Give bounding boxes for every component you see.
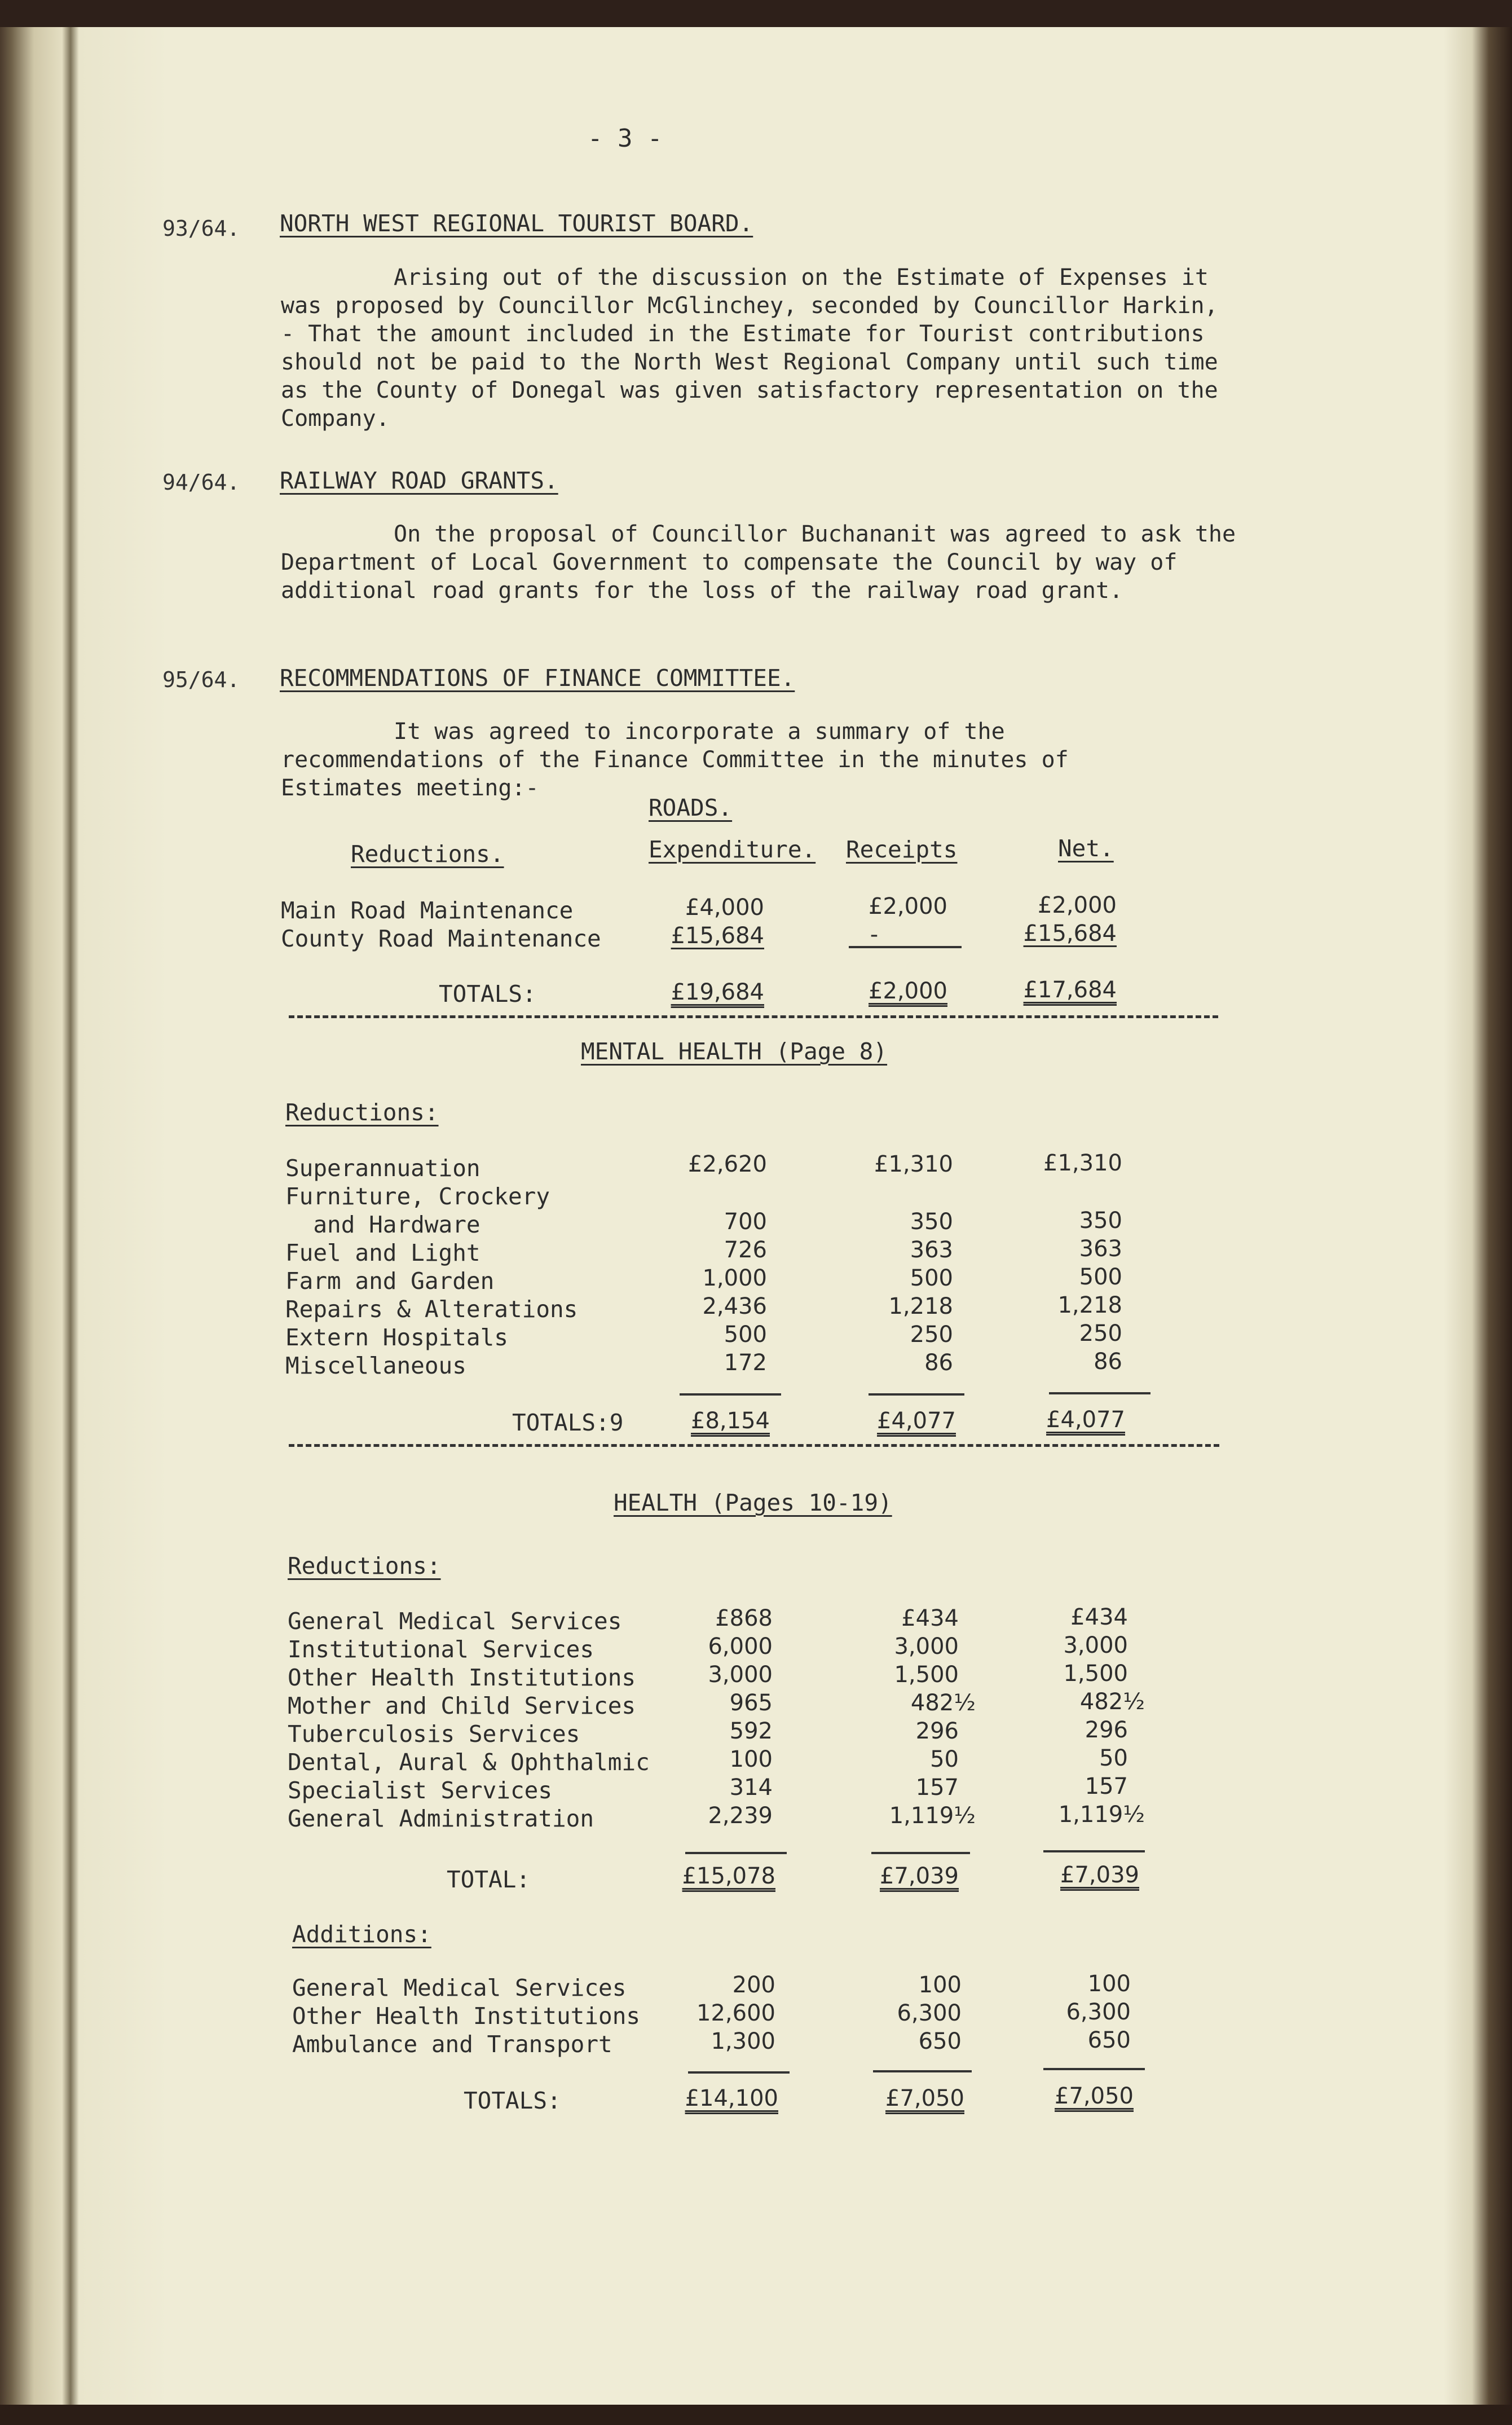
row-net: 157 (1085, 1773, 1128, 1799)
minute-text-body: On the proposal of Councillor Buchananit was agreed to ask the Department of Local Government to compensate the Council by way of additional road grants for the loss of the railway road grant. (281, 521, 1236, 604)
row-label: Repairs & Alterations (285, 1296, 578, 1323)
row-expenditure: 500 (724, 1322, 767, 1348)
total-expenditure: £19,684 (671, 979, 764, 1005)
additions-label: Additions: (292, 1921, 431, 1948)
row-expenditure: £868 (715, 1605, 773, 1631)
subtotal-rule (1043, 1850, 1145, 1852)
row-receipts: 86 (924, 1350, 953, 1376)
row-label: Other Health Institutions (288, 1664, 636, 1691)
row-label: and Hardware (285, 1211, 481, 1238)
row-label: Ambulance and Transport (292, 2031, 612, 2058)
roads-title: ROADS. (649, 794, 733, 821)
row-expenditure: 100 (729, 1746, 773, 1772)
row-receipts: 650 (918, 2028, 962, 2054)
subtotal-rule (1049, 1392, 1150, 1394)
minute-text-body: Arising out of the discussion on the Estimate of Expenses it was proposed by Councillor McGlinchey, seconded by Councillor Harkin, - That the amount included in the Estimate for Tourist contributions should not be paid to the North West Regional Company until such time as the County of Donegal was given satisfactory representation on the Company. (281, 265, 1218, 432)
total-net: £17,684 (1023, 977, 1117, 1003)
row-receipts: £434 (901, 1605, 959, 1631)
total-receipts: £7,050 (885, 2085, 964, 2111)
total-net: £4,077 (1046, 1407, 1125, 1433)
row-receipts: 1,218 (888, 1293, 953, 1319)
row-label: General Medical Services (292, 1974, 627, 2001)
row-net: 482½ (1079, 1689, 1145, 1715)
subtotal-rule (871, 1852, 970, 1854)
row-net: £15,684 (1023, 921, 1117, 947)
row-label: Furniture, Crockery (285, 1183, 550, 1210)
row-net: 86 (1094, 1349, 1122, 1375)
row-label: Extern Hospitals (285, 1324, 508, 1351)
row-label: Institutional Services (288, 1636, 594, 1663)
row-receipts: 157 (915, 1775, 959, 1801)
minute-heading: NORTH WEST REGIONAL TOURIST BOARD. (280, 210, 753, 237)
row-net: 500 (1079, 1264, 1122, 1290)
totals-label: TOTALS: (464, 2087, 561, 2114)
row-receipts: 3,000 (894, 1634, 959, 1660)
subtotal-rule (1043, 2068, 1145, 2070)
row-receipts: 350 (910, 1209, 953, 1235)
row-receipts: 296 (915, 1718, 959, 1744)
total-expenditure: £15,078 (682, 1863, 775, 1889)
row-net: 1,500 (1063, 1661, 1128, 1687)
row-expenditure: 1,000 (702, 1265, 767, 1291)
row-label: Miscellaneous (285, 1352, 466, 1379)
row-expenditure: 200 (732, 1972, 775, 1998)
row-receipts: 1,500 (894, 1662, 959, 1688)
dashed-divider (289, 1015, 1218, 1018)
row-expenditure: 592 (729, 1718, 773, 1744)
total-expenditure: £14,100 (685, 2085, 778, 2111)
totals-label: TOTAL: (447, 1866, 531, 1893)
row-expenditure: 314 (729, 1775, 773, 1801)
row-receipts: 250 (910, 1322, 953, 1348)
subtotal-rule (685, 1852, 787, 1854)
row-label: Fuel and Light (285, 1239, 481, 1266)
row-net: 50 (1099, 1745, 1128, 1771)
row-expenditure: £4,000 (685, 895, 764, 921)
minute-number: 95/64. (162, 667, 240, 692)
col-receipts: Receipts (846, 836, 958, 863)
health-title: HEALTH (Pages 10-19) (614, 1489, 892, 1516)
row-expenditure: £15,684 (671, 923, 764, 949)
minute-heading: RAILWAY ROAD GRANTS. (280, 467, 558, 494)
row-net: 650 (1087, 2027, 1131, 2053)
row-net: 3,000 (1063, 1632, 1128, 1658)
total-receipts: £7,039 (880, 1863, 959, 1889)
col-net: Net. (1058, 835, 1114, 862)
row-net: 6,300 (1066, 1999, 1131, 2025)
total-net: £7,050 (1055, 2083, 1134, 2109)
underline-rule (849, 946, 962, 948)
minute-text (281, 718, 1082, 802)
row-label: County Road Maintenance (281, 925, 601, 952)
dashed-divider (289, 1444, 1219, 1447)
row-label: Farm and Garden (285, 1267, 495, 1295)
row-expenditure: 700 (724, 1209, 767, 1235)
subtotal-rule (873, 2070, 972, 2072)
row-label: Main Road Maintenance (281, 897, 574, 924)
row-receipts: 482½ (910, 1690, 976, 1716)
row-label: Dental, Aural & Ophthalmic (288, 1749, 650, 1776)
row-receipts: 100 (918, 1972, 962, 1998)
row-receipts: 6,300 (897, 2000, 962, 2026)
row-net: 100 (1087, 1971, 1131, 1997)
row-label: General Medical Services (288, 1608, 622, 1635)
row-net: 1,218 (1057, 1292, 1122, 1318)
row-label: Other Health Institutions (292, 2003, 641, 2030)
row-net: 350 (1079, 1208, 1122, 1234)
row-receipts: 363 (910, 1237, 953, 1263)
row-expenditure: 6,000 (708, 1634, 773, 1660)
row-receipts: £1,310 (874, 1151, 953, 1177)
col-reductions: Reductions. (351, 840, 504, 868)
minute-number: 93/64. (162, 216, 240, 241)
row-receipts: £2,000 (869, 894, 947, 919)
row-net: 296 (1085, 1717, 1128, 1743)
row-net: 250 (1079, 1321, 1122, 1346)
mental-reductions-label: Reductions: (285, 1099, 439, 1126)
page-number: - 3 - (588, 124, 663, 153)
totals-label: TOTALS:9 (512, 1409, 624, 1436)
total-net: £7,039 (1060, 1862, 1139, 1888)
mental-health-title: MENTAL HEALTH (Page 8) (581, 1038, 888, 1065)
row-expenditure: £2,620 (688, 1151, 767, 1177)
row-expenditure: 2,436 (702, 1293, 767, 1319)
minute-number: 94/64. (162, 470, 240, 495)
row-expenditure: 12,600 (697, 2000, 775, 2026)
row-receipts: 50 (930, 1746, 959, 1772)
row-expenditure: 1,300 (711, 2028, 775, 2054)
row-label: Tuberculosis Services (288, 1720, 580, 1748)
totals-label: TOTALS: (439, 980, 536, 1007)
row-expenditure: 2,239 (708, 1803, 773, 1829)
row-label: Specialist Services (288, 1777, 552, 1804)
row-expenditure: 3,000 (708, 1662, 773, 1688)
row-receipts: - (870, 922, 879, 948)
col-expenditure: Expenditure. (649, 836, 816, 863)
total-receipts: £2,000 (869, 978, 947, 1004)
minute-heading: RECOMMENDATIONS OF FINANCE COMMITTEE. (280, 664, 795, 692)
row-receipts: 500 (910, 1265, 953, 1291)
subtotal-rule (869, 1393, 964, 1396)
total-expenditure: £8,154 (691, 1408, 770, 1434)
row-label: Mother and Child Services (288, 1692, 636, 1719)
row-label: General Administration (288, 1805, 594, 1832)
row-net: £2,000 (1038, 892, 1117, 918)
total-receipts: £4,077 (877, 1408, 956, 1434)
row-expenditure: 965 (729, 1690, 773, 1716)
minute-text (281, 520, 1240, 605)
row-net: 1,119½ (1058, 1802, 1145, 1828)
subtotal-rule (688, 2071, 790, 2074)
subtotal-rule (680, 1393, 781, 1396)
health-reductions-label: Reductions: (288, 1552, 441, 1579)
row-net: £434 (1070, 1604, 1128, 1630)
row-label: Superannuation (285, 1155, 481, 1182)
row-net: 363 (1079, 1236, 1122, 1262)
row-expenditure: 172 (724, 1350, 767, 1376)
row-expenditure: 726 (724, 1237, 767, 1263)
row-receipts: 1,119½ (889, 1803, 976, 1829)
minute-text-body: It was agreed to incorporate a summary of the recommendations of the Finance Committee in the minutes of Estimates meeting:- (281, 719, 1069, 801)
row-net: £1,310 (1043, 1150, 1122, 1176)
minute-text (281, 263, 1240, 433)
